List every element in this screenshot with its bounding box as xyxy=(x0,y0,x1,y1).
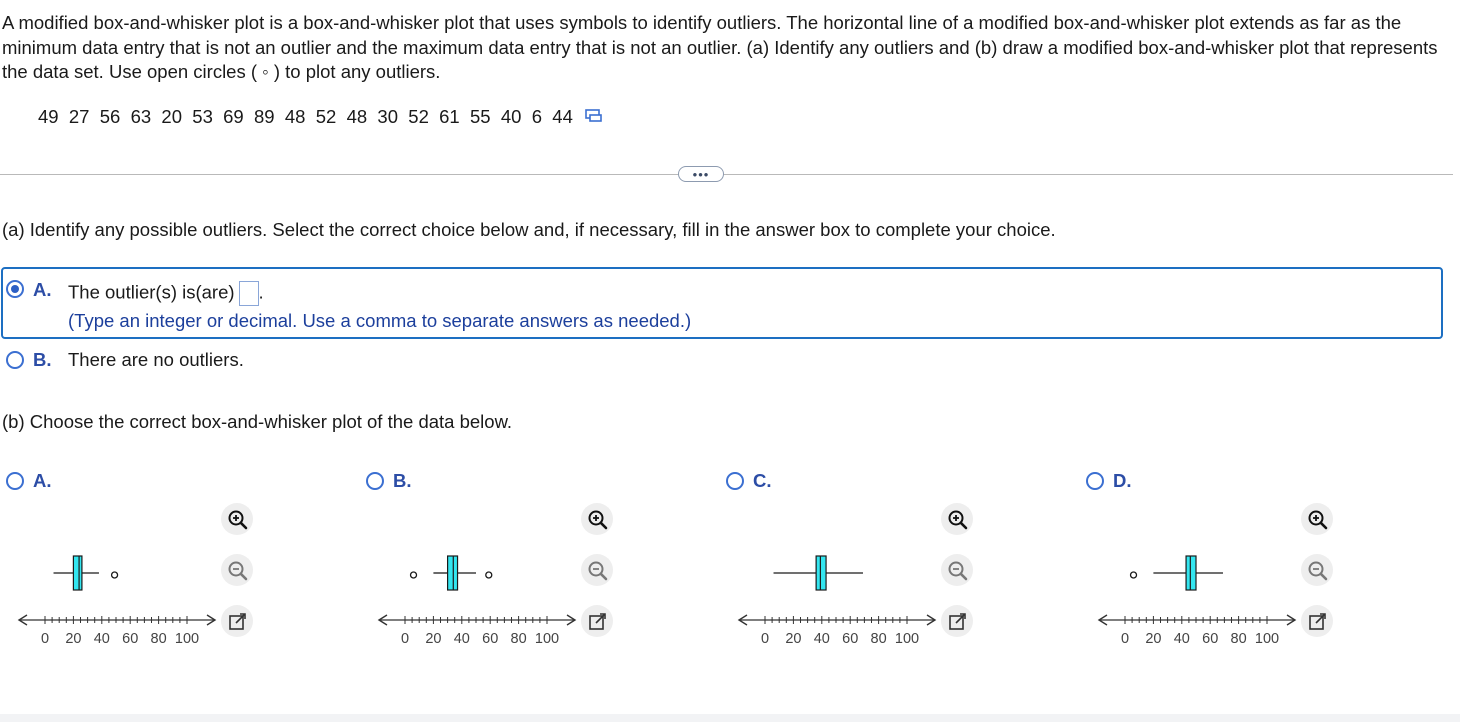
tick-label: 40 xyxy=(1173,631,1190,647)
plot-option-b-letter: B. xyxy=(393,470,412,491)
zoom-in-icon[interactable] xyxy=(941,503,973,535)
iqr-box xyxy=(816,556,826,590)
section-divider xyxy=(0,174,1453,175)
tick-label: 40 xyxy=(453,631,470,647)
problem-statement: A modified box-and-whisker plot is a box-and-whisker plot that uses symbols to identify outliers. The horizontal line of a modified box-and-whisker plot extends as far as the minimum data entry that is not an outlier and the maximum data entry that is not an outlier. (a) Identify any outliers and (b) draw a modified box-and-whisker plot that represents the data set. Use open circles ( ◦ ) to plot any outliers. xyxy=(2,12,1438,82)
zoom-out-icon[interactable] xyxy=(941,554,973,586)
plot-option-d-letter: D. xyxy=(1113,470,1132,491)
tick-label: 20 xyxy=(1145,631,1162,647)
tick-label: 60 xyxy=(842,631,859,647)
open-new-window-icon[interactable] xyxy=(941,605,973,637)
tick-label: 0 xyxy=(1120,631,1130,647)
more-button[interactable]: ••• xyxy=(678,166,724,182)
open-new-window-icon[interactable] xyxy=(581,605,613,637)
choice-a-letter: A. xyxy=(33,279,52,300)
outlier-marker xyxy=(486,572,492,578)
tick-label: 60 xyxy=(1202,631,1219,647)
radio-plot-option-a[interactable] xyxy=(6,472,24,490)
zoom-out-icon[interactable] xyxy=(581,554,613,586)
part-b-instruction: (b) Choose the correct box-and-whisker plot of the data below. xyxy=(2,411,513,432)
tick-label: 80 xyxy=(1230,631,1247,647)
zoom-in-icon[interactable] xyxy=(221,503,253,535)
tick-label: 0 xyxy=(40,631,50,647)
tick-label: 20 xyxy=(65,631,82,647)
tick-label: 60 xyxy=(482,631,499,647)
tick-label: 20 xyxy=(785,631,802,647)
radio-plot-option-b[interactable] xyxy=(366,472,384,490)
choice-a-hint: (Type an integer or decimal. Use a comma to separate answers as needed.) xyxy=(68,310,692,331)
zoom-out-icon[interactable] xyxy=(1301,554,1333,586)
box-plot-option-d[interactable] xyxy=(1084,550,1304,650)
outlier-marker xyxy=(411,572,417,578)
box-plot-option-c[interactable] xyxy=(724,550,944,650)
data-values: 49 27 56 63 20 53 69 89 48 52 48 30 52 61 55 40 6 44 xyxy=(38,106,573,127)
tick-label: 40 xyxy=(93,631,110,647)
part-a-instruction: (a) Identify any possible outliers. Select the correct choice below and, if necessary, fill in the answer box to complete your choice. xyxy=(2,219,1056,240)
box-plot-option-a[interactable] xyxy=(4,550,224,650)
outlier-answer-input[interactable] xyxy=(239,281,259,306)
tick-label: 80 xyxy=(870,631,887,647)
tick-label: 60 xyxy=(122,631,139,647)
radio-part-a-choice-b[interactable] xyxy=(6,351,24,369)
open-new-window-icon[interactable] xyxy=(221,605,253,637)
bottom-bar xyxy=(0,714,1460,722)
data-set xyxy=(38,106,603,128)
iqr-box xyxy=(73,556,82,590)
iqr-box xyxy=(1186,556,1196,590)
radio-plot-option-d[interactable] xyxy=(1086,472,1104,490)
open-new-window-icon[interactable] xyxy=(1301,605,1333,637)
outlier-marker xyxy=(1131,572,1137,578)
choice-b-letter: B. xyxy=(33,349,52,370)
tick-label: 0 xyxy=(400,631,410,647)
zoom-in-icon[interactable] xyxy=(1301,503,1333,535)
copy-icon[interactable] xyxy=(585,106,603,128)
choice-a-period: . xyxy=(258,281,264,303)
tick-label: 80 xyxy=(150,631,167,647)
tick-label: 100 xyxy=(1254,631,1280,647)
zoom-in-icon[interactable] xyxy=(581,503,613,535)
tick-label: 80 xyxy=(510,631,527,647)
tick-label: 100 xyxy=(174,631,200,647)
tick-label: 20 xyxy=(425,631,442,647)
tick-label: 0 xyxy=(760,631,770,647)
plot-option-a-letter: A. xyxy=(33,470,52,491)
outlier-marker xyxy=(112,572,118,578)
zoom-out-icon[interactable] xyxy=(221,554,253,586)
choice-a-text: The outlier(s) is(are) xyxy=(68,281,235,303)
choice-a-text-row xyxy=(68,281,264,306)
tick-label: 100 xyxy=(534,631,560,647)
tick-label: 100 xyxy=(894,631,920,647)
choice-b-text: There are no outliers. xyxy=(68,349,244,370)
box-plot-option-b[interactable] xyxy=(364,550,584,650)
radio-part-a-choice-a[interactable] xyxy=(6,280,24,298)
radio-plot-option-c[interactable] xyxy=(726,472,744,490)
iqr-box xyxy=(448,556,458,590)
tick-label: 40 xyxy=(813,631,830,647)
plot-option-c-letter: C. xyxy=(753,470,772,491)
